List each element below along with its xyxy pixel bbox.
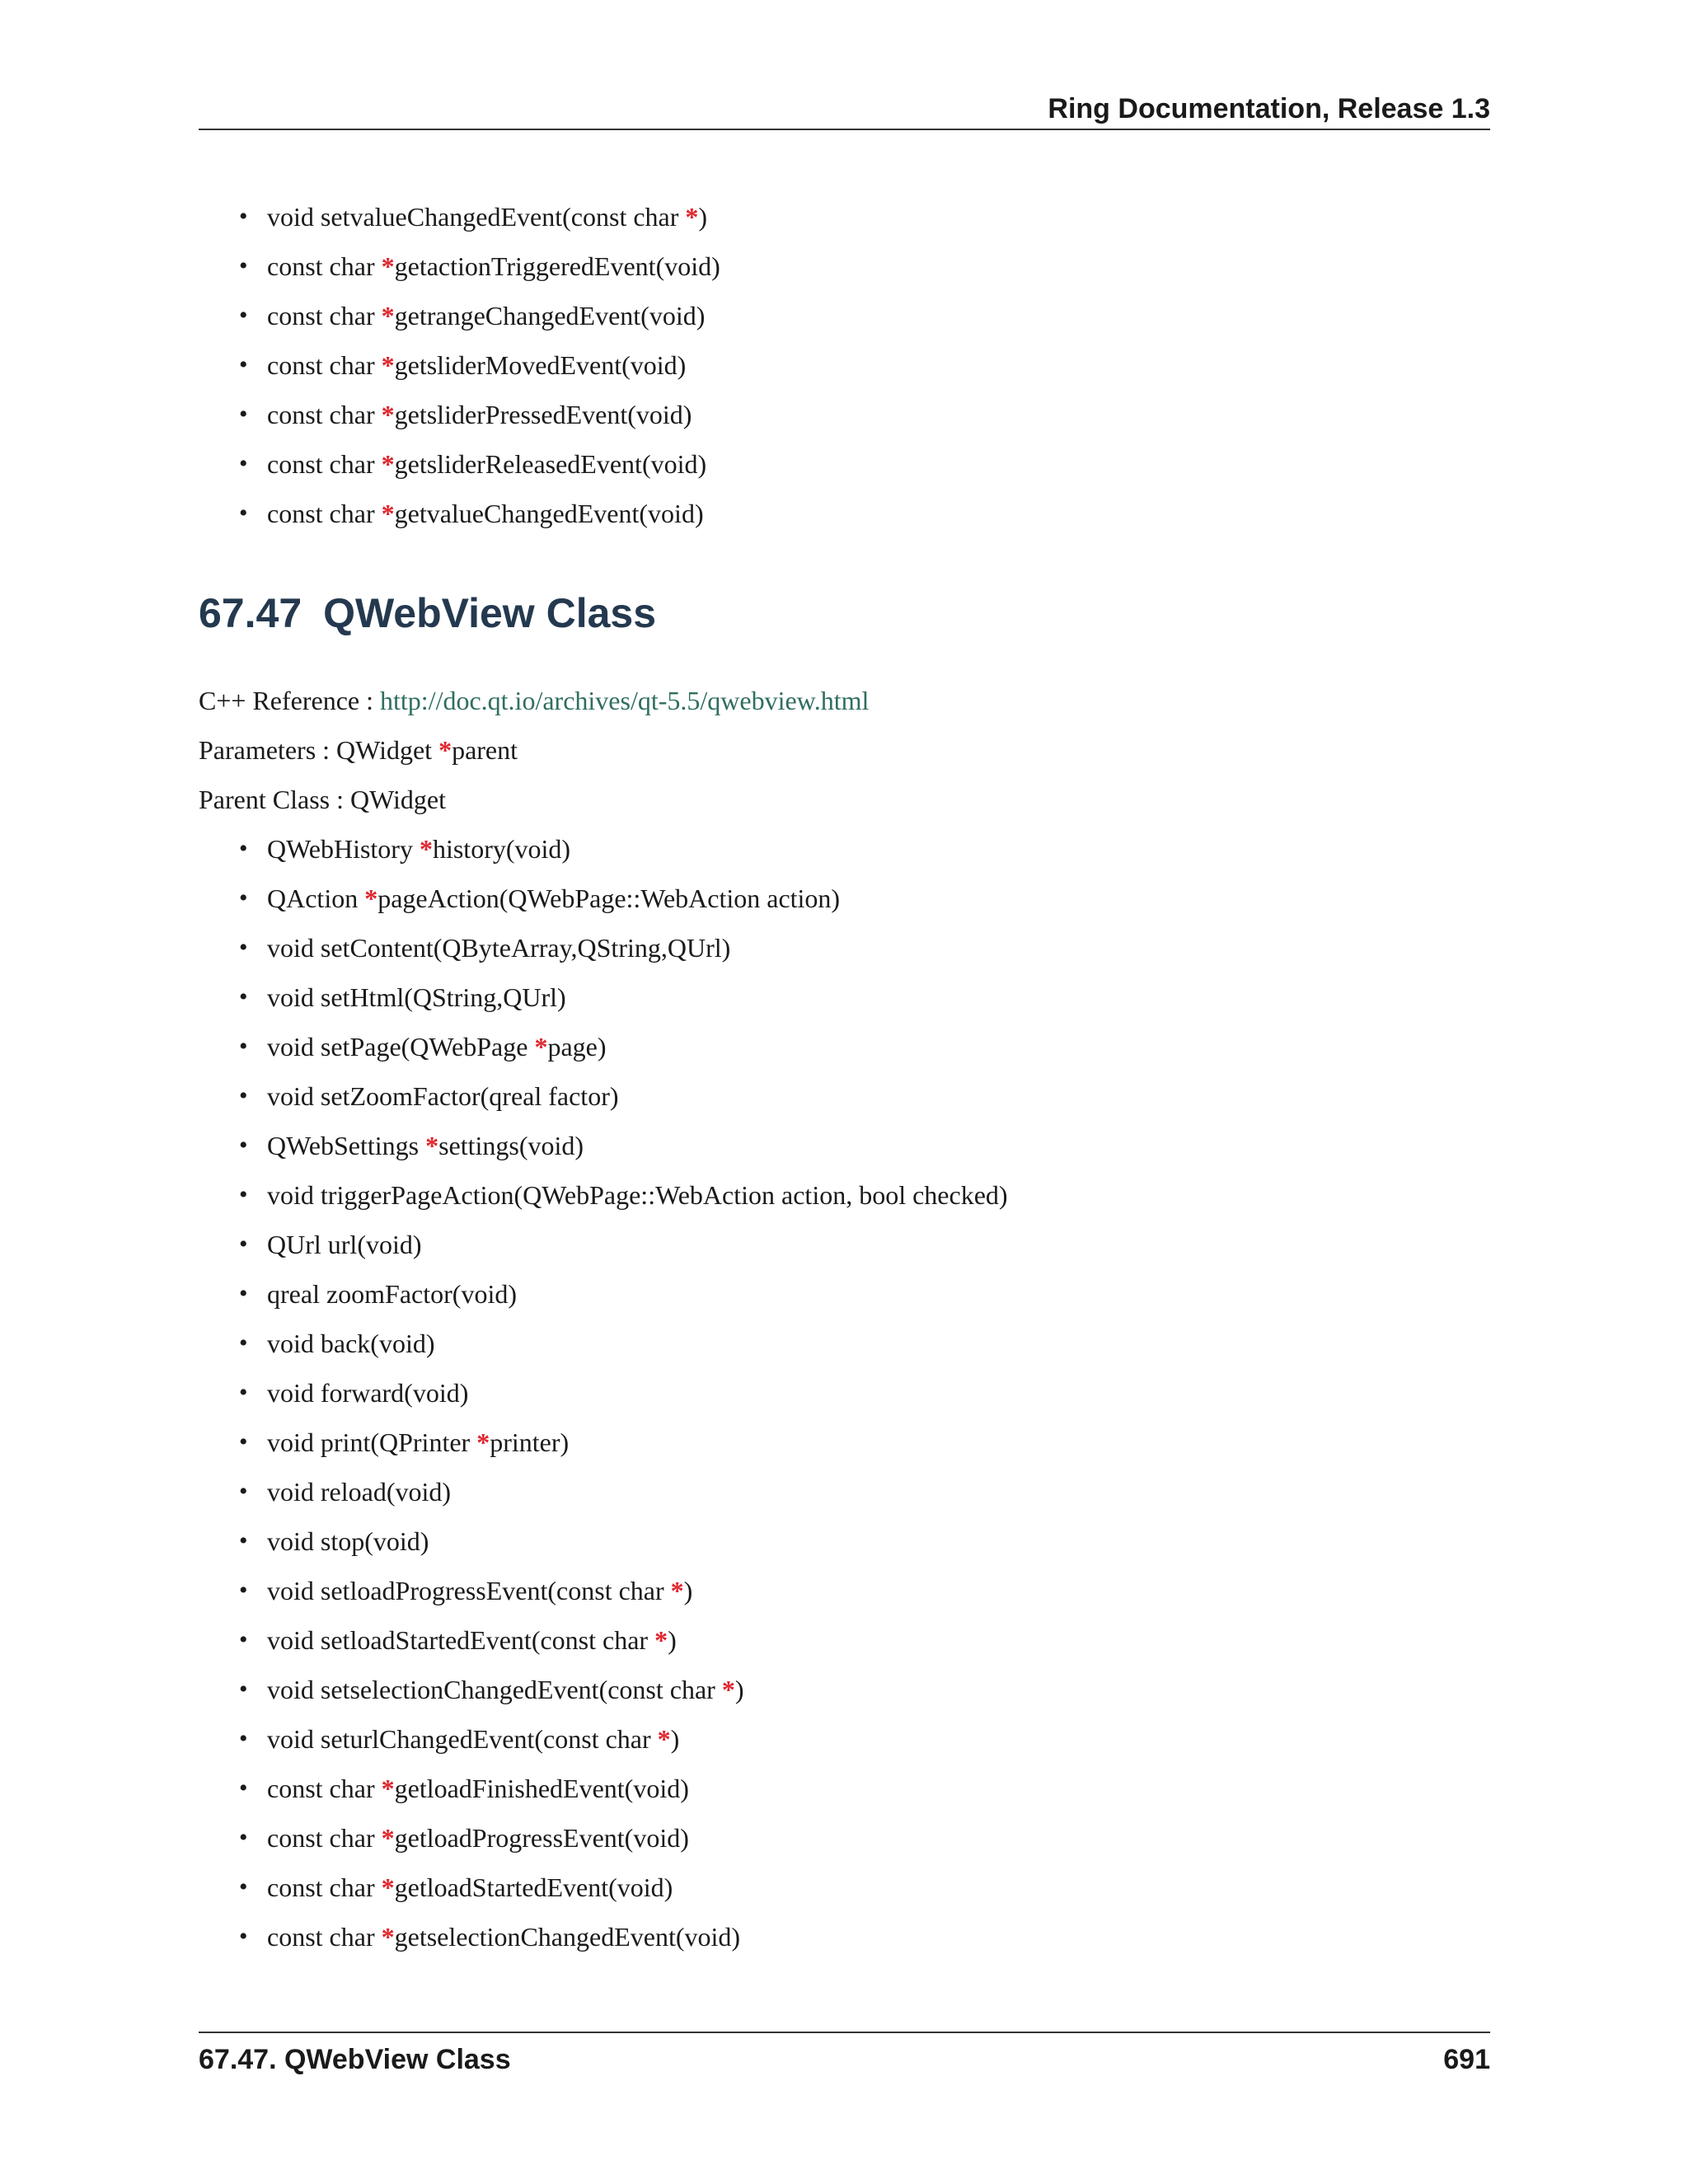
method-text-suffix: getvalueChangedEvent(void): [394, 499, 704, 528]
list-item: [239, 1516, 1008, 1566]
list-item: [239, 1863, 1008, 1912]
parent-class-text: Parent Class : QWidget: [199, 785, 446, 814]
list-item: [239, 1022, 1008, 1071]
method-text: void back(void): [267, 1329, 435, 1358]
pointer-star: *: [438, 735, 452, 765]
list-item: [239, 192, 720, 241]
list-item: [239, 1418, 1008, 1467]
list-item: [239, 1319, 1008, 1368]
list-item: [239, 390, 720, 439]
method-text-suffix: printer): [490, 1427, 570, 1457]
list-item: [239, 241, 720, 291]
method-text-suffix: getrangeChangedEvent(void): [394, 301, 706, 330]
document-title: Ring Documentation, Release 1.3: [1048, 93, 1490, 124]
method-text: QAction: [267, 883, 365, 913]
pointer-star: *: [381, 1774, 395, 1803]
method-text: void setloadProgressEvent(const char: [267, 1576, 671, 1605]
list-item: [239, 1714, 1008, 1764]
pointer-star: *: [381, 449, 395, 479]
method-text: void setZoomFactor(qreal factor): [267, 1081, 619, 1111]
pointer-star: *: [657, 1724, 671, 1754]
pointer-star: *: [381, 1922, 395, 1952]
parameters-label: Parameters : QWidget: [199, 735, 439, 765]
top-method-list: [239, 192, 720, 538]
method-text-suffix: getloadStartedEvent(void): [394, 1872, 673, 1902]
method-text: void reload(void): [267, 1477, 452, 1507]
page-footer: [199, 2032, 1490, 2078]
method-text: void triggerPageAction(QWebPage::WebAction action, bool checked): [267, 1180, 1008, 1210]
reference-label: C++ Reference :: [199, 686, 380, 715]
pointer-star: *: [721, 1675, 735, 1704]
method-text-suffix: ): [670, 1724, 680, 1754]
method-text-suffix: history(void): [432, 834, 571, 864]
method-text-suffix: getloadProgressEvent(void): [394, 1823, 689, 1853]
method-text-suffix: ): [734, 1675, 744, 1704]
list-item: [239, 923, 1008, 972]
method-text: const char: [267, 301, 382, 330]
list-item: [239, 1467, 1008, 1516]
list-item: [239, 824, 1008, 874]
list-item: [239, 1566, 1008, 1615]
method-text: void setvalueChangedEvent(const char: [267, 202, 686, 232]
list-item: [239, 1615, 1008, 1665]
pointer-star: *: [381, 1872, 395, 1902]
list-item: [239, 1665, 1008, 1714]
method-list: [239, 824, 1008, 1961]
list-item: [239, 1269, 1008, 1319]
method-text: const char: [267, 350, 382, 380]
method-text: void print(QPrinter: [267, 1427, 477, 1457]
pointer-star: *: [381, 400, 395, 429]
method-text-suffix: pageAction(QWebPage::WebAction action): [377, 883, 841, 913]
method-text-suffix: getselectionChangedEvent(void): [394, 1922, 741, 1952]
pointer-star: *: [381, 301, 395, 330]
method-text-suffix: page): [547, 1032, 607, 1062]
list-item: [239, 1220, 1008, 1269]
method-text: void seturlChangedEvent(const char: [267, 1724, 658, 1754]
pointer-star: *: [534, 1032, 548, 1062]
parameters-value: parent: [452, 735, 518, 765]
list-item: [239, 291, 720, 340]
method-text: const char: [267, 1774, 382, 1803]
method-text: const char: [267, 1823, 382, 1853]
list-item: [239, 1170, 1008, 1220]
method-text: const char: [267, 251, 382, 281]
pointer-star: *: [364, 883, 378, 913]
section-heading: [199, 587, 656, 640]
method-text-suffix: ): [683, 1576, 693, 1605]
method-text: void setselectionChangedEvent(const char: [267, 1675, 722, 1704]
method-text: const char: [267, 400, 382, 429]
page-header: [199, 92, 1490, 130]
section-title: QWebView Class: [323, 590, 657, 636]
method-text-suffix: ): [698, 202, 708, 232]
list-item: [239, 340, 720, 390]
list-item: [239, 874, 1008, 923]
method-text: QWebHistory: [267, 834, 420, 864]
list-item: [239, 1368, 1008, 1418]
list-item: [239, 489, 720, 538]
section-number: 67.47: [199, 590, 302, 636]
page-number: 691: [1443, 2044, 1490, 2075]
method-text: void forward(void): [267, 1378, 469, 1408]
list-item: [239, 972, 1008, 1022]
reference-link[interactable]: http://doc.qt.io/archives/qt-5.5/qwebview.html: [380, 686, 870, 715]
method-text: const char: [267, 449, 382, 479]
list-item: [239, 1121, 1008, 1170]
footer-section: 67.47. QWebView Class: [199, 2044, 511, 2075]
list-item: [239, 1813, 1008, 1863]
list-item: [239, 1764, 1008, 1813]
list-item: [239, 1071, 1008, 1121]
parent-class: [199, 775, 446, 824]
method-text: const char: [267, 1872, 382, 1902]
method-text: void setloadStartedEvent(const char: [267, 1625, 655, 1655]
pointer-star: *: [425, 1131, 439, 1160]
list-item: [239, 439, 720, 489]
method-text: const char: [267, 499, 382, 528]
method-text: void setContent(QByteArray,QString,QUrl): [267, 933, 731, 963]
pointer-star: *: [670, 1576, 684, 1605]
method-text-suffix: getloadFinishedEvent(void): [394, 1774, 689, 1803]
pointer-star: *: [476, 1427, 490, 1457]
pointer-star: *: [381, 1823, 395, 1853]
method-text: const char: [267, 1922, 382, 1952]
method-text: void stop(void): [267, 1526, 429, 1556]
list-item: [239, 1912, 1008, 1961]
method-text-suffix: ): [668, 1625, 677, 1655]
pointer-star: *: [381, 251, 395, 281]
pointer-star: *: [419, 834, 433, 864]
method-text-suffix: getactionTriggeredEvent(void): [394, 251, 720, 281]
cpp-reference: [199, 676, 869, 725]
method-text: qreal zoomFactor(void): [267, 1279, 517, 1309]
method-text: QUrl url(void): [267, 1230, 422, 1259]
parameters: [199, 725, 518, 775]
method-text: QWebSettings: [267, 1131, 426, 1160]
pointer-star: *: [381, 350, 395, 380]
method-text-suffix: settings(void): [438, 1131, 584, 1160]
method-text: void setPage(QWebPage: [267, 1032, 535, 1062]
method-text-suffix: getsliderReleasedEvent(void): [394, 449, 707, 479]
method-text: void setHtml(QString,QUrl): [267, 982, 566, 1012]
method-text-suffix: getsliderMovedEvent(void): [394, 350, 687, 380]
pointer-star: *: [381, 499, 395, 528]
pointer-star: *: [685, 202, 699, 232]
pointer-star: *: [654, 1625, 668, 1655]
method-text-suffix: getsliderPressedEvent(void): [394, 400, 692, 429]
